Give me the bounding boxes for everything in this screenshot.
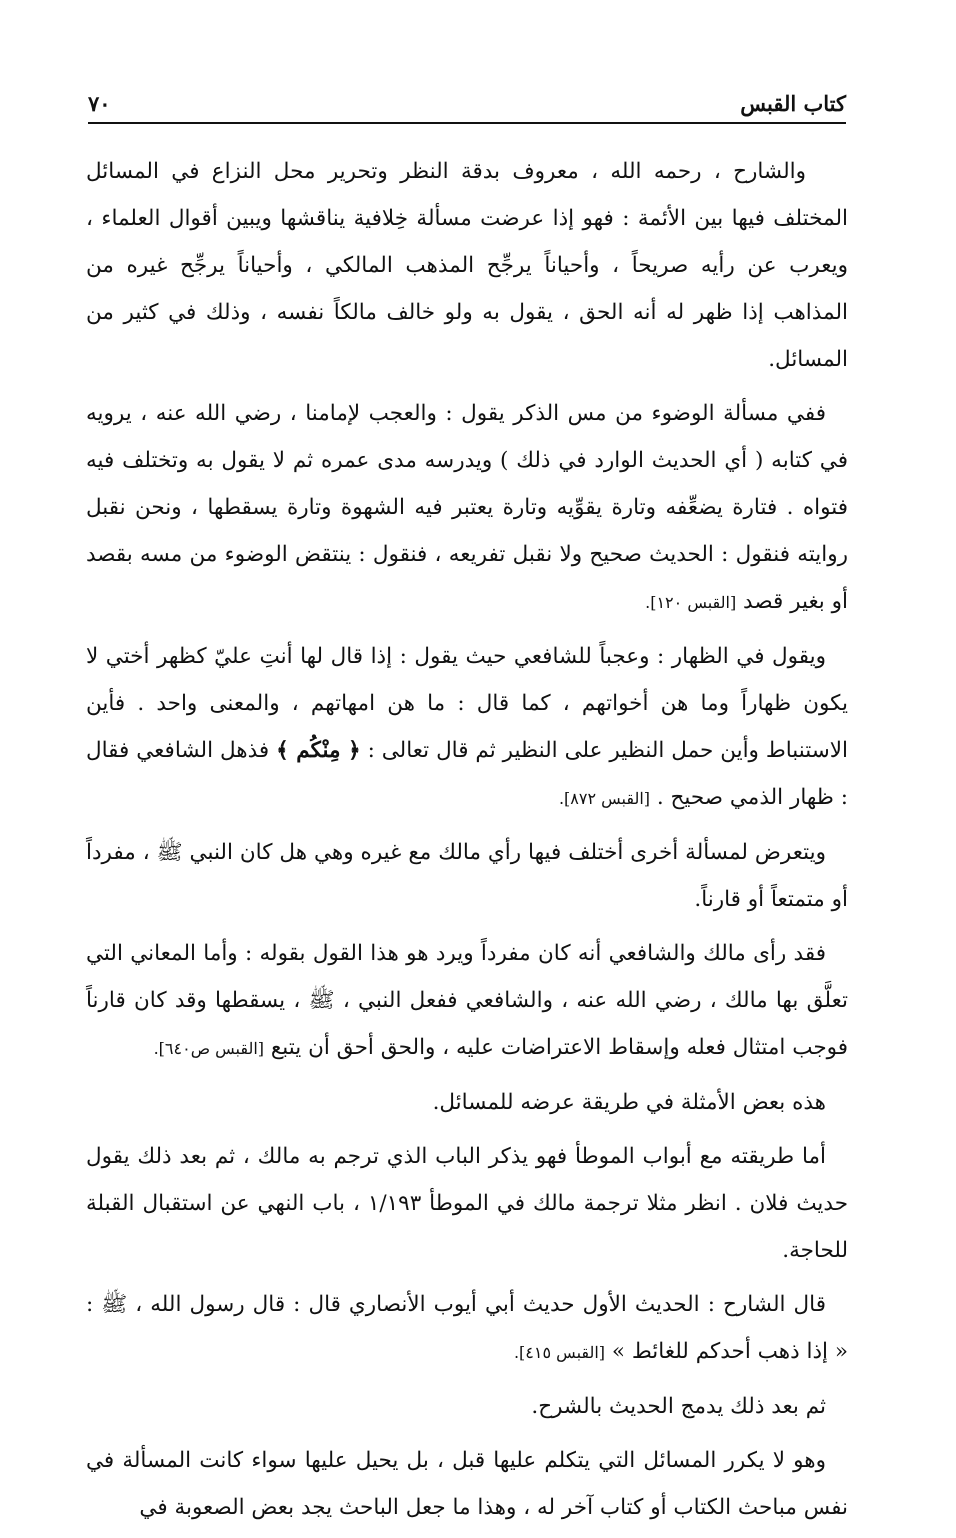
paragraph-text: ففي مسألة الوضوء من مس الذكر يقول : والعجب لإمامنا ، رضي الله عنه ، يرويه في كتابه ( أي الحديث الوارد في ذلك ) ويدرسه مدى عمره ثم لا يقول به وتختلف فيه فتواه . فتارة يضعِّفه وتارة يقوِّيه وتارة يعتبر فيه الشهوة وتارة يسقطها ، ونحن نقبل روايته فنقول : الحديث صحيح ولا نقبل تفريعه ، فنقول : ينتقض الوضوء من مسه بقصد أو بغير قصد [86, 401, 848, 614]
citation: [القبس ٤١٥]. [513, 1343, 606, 1362]
citation: [القبس ٨٧٢]. [558, 789, 651, 808]
paragraph [86, 1437, 848, 1531]
paragraph-text: أما طريقته مع أبواب الموطأ فهو يذكر الباب الذي ترجم به مالك ، ثم بعد ذلك يقول حديث فلان . انظر مثلا ترجمة مالك في الموطأ ١/١٩٣ ، باب النهي عن استقبال القبلة للحاجة. [86, 1144, 848, 1263]
running-title: كتاب القبس [740, 91, 846, 116]
paragraph [86, 829, 848, 923]
paragraph [86, 148, 848, 383]
page-body [86, 148, 848, 1538]
citation: [القبس ص٦٤٠]. [153, 1039, 264, 1058]
paragraph-text: والشارح ، رحمه الله ، معروف بدقة النظر وتحرير محل النزاع في المسائل المختلف فيها بين الأئمة : فهو إذا عرضت مسألة خِلافية يناقشها ويبين أقوال العلماء ، ويعرب عن رأيه صريحاً ، وأحياناً يرجِّح المذهب المالكي ، وأحياناً يرجِّح غيره من المذاهب إذا ظهر له أنه الحق ، يقول به ولو خالف مالكاً نفسه ، وذلك في كثير من المسائل. [86, 159, 848, 372]
paragraph [86, 633, 848, 822]
paragraph-text: ويقول في الظهار : وعجباً للشافعي حيث يقول : إذا قال لها أنتِ عليّ كظهر أختي لا يكون ظهاراً وما هن أخواتهم ، كما قال : ما هن امهاتهم ، والمعنى واحد . فأين الاستنباط وأين حمل النظير على النظير ثم قال تعالى : [86, 644, 848, 763]
page-number: ٧٠ [88, 91, 111, 116]
paragraph [86, 1133, 848, 1274]
paragraph [86, 930, 848, 1072]
paragraph [86, 1079, 848, 1126]
paragraph-text: هذه بعض الأمثلة في طريقة عرضه للمسائل. [432, 1090, 826, 1115]
paragraph-text: قال الشارح : الحديث الأول حديث أبي أيوب الأنصاري قال : قال رسول الله ، ﷺ : « إذا ذهب أحدكم للغائط » [86, 1292, 848, 1364]
paragraph-text: ثم بعد ذلك يدمج الحديث بالشرح. [531, 1394, 826, 1419]
paragraph [86, 390, 848, 626]
paragraph-text: ويتعرض لمسألة أخرى أختلف فيها رأي مالك مع غيره وهي هل كان النبي ﷺ ، مفرداً أو متمتعاً أو قارناً. [86, 840, 848, 912]
paragraph-text: فقد رأى مالك والشافعي أنه كان مفرداً ويرد هو هذا القول بقوله : وأما المعاني التي تعلَّق بها مالك ، رضي الله عنه ، والشافعي ففعل النبي ، ﷺ ، يسقطها وقد كان قارناً فوجب امتثال فعله وإسقاط الاعتراضات عليه ، والحق أحق أن يتبع [86, 941, 848, 1060]
paragraph-text: وهو لا يكرر المسائل التي يتكلم عليها قبل ، بل يحيل عليها سواء كانت المسألة في نفس مباحث الكتاب أو كتاب آخر له ، وهذا ما جعل الباحث يجد بعض الصعوبة في [86, 1448, 848, 1520]
page-header [88, 88, 846, 124]
paragraph [86, 1383, 848, 1430]
citation: [القبس ١٢٠]. [645, 593, 737, 612]
paragraph [86, 1281, 848, 1376]
paragraph-text: فذهل الشافعي فقال : ظهار الذمي صحيح . [86, 738, 848, 810]
quran-quote: ﴿ مِنْكُم ﴾ [276, 738, 361, 763]
